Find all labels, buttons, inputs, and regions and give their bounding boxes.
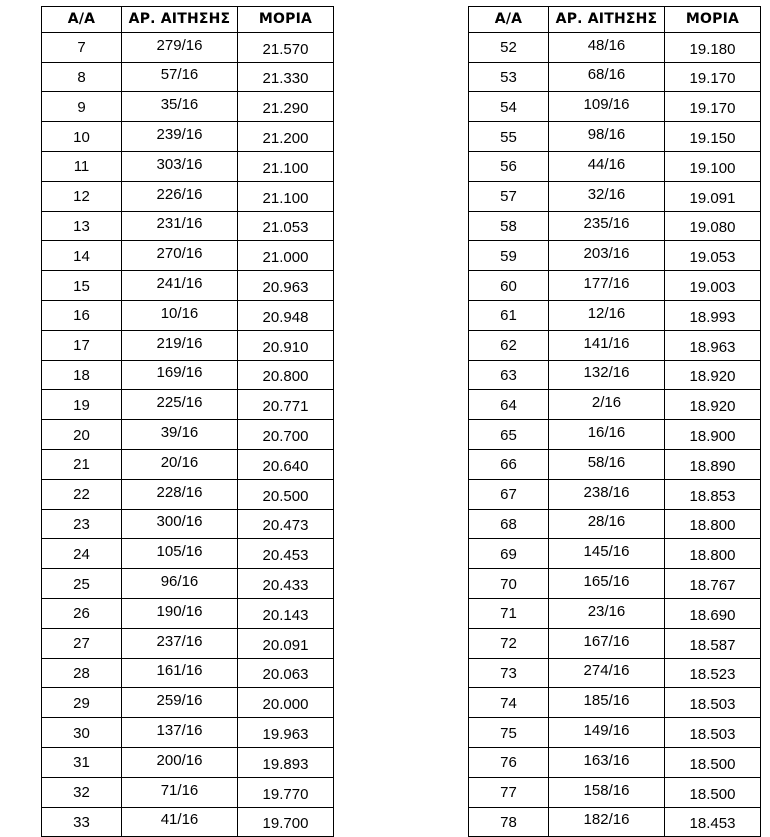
row-index-cell: 70	[469, 569, 549, 599]
row-index-cell: 53	[469, 62, 549, 92]
row-index-cell: 22	[42, 479, 122, 509]
application-number-cell: 190/16	[122, 598, 238, 628]
table-row	[469, 181, 761, 211]
application-number-cell: 145/16	[549, 539, 665, 569]
row-index-cell: 8	[42, 62, 122, 92]
row-index-cell: 73	[469, 658, 549, 688]
application-number-cell: 58/16	[549, 449, 665, 479]
row-index-cell: 75	[469, 718, 549, 748]
row-index-cell: 78	[469, 807, 549, 837]
table-row	[42, 718, 334, 748]
score-cell: 20.948	[238, 300, 334, 330]
score-cell: 18.767	[665, 569, 761, 599]
application-number-cell: 68/16	[549, 62, 665, 92]
table-row	[42, 777, 334, 807]
application-number-cell: 169/16	[122, 360, 238, 390]
row-index-cell: 64	[469, 390, 549, 420]
application-number-cell: 41/16	[122, 807, 238, 837]
application-number-cell: 161/16	[122, 658, 238, 688]
header-application-number: ΑΡ. ΑΙΤΗΣΗΣ	[549, 7, 665, 33]
table-row	[42, 509, 334, 539]
table-row	[42, 271, 334, 301]
row-index-cell: 11	[42, 151, 122, 181]
row-index-cell: 15	[42, 271, 122, 301]
application-number-cell: 28/16	[549, 509, 665, 539]
score-cell: 20.963	[238, 271, 334, 301]
application-number-cell: 228/16	[122, 479, 238, 509]
application-number-cell: 57/16	[122, 62, 238, 92]
row-index-cell: 21	[42, 449, 122, 479]
score-cell: 21.100	[238, 151, 334, 181]
row-index-cell: 60	[469, 271, 549, 301]
application-number-cell: 226/16	[122, 181, 238, 211]
table-row	[42, 360, 334, 390]
ranking-table-right	[468, 6, 761, 837]
application-number-cell: 12/16	[549, 300, 665, 330]
application-number-cell: 96/16	[122, 569, 238, 599]
application-number-cell: 98/16	[549, 122, 665, 152]
score-cell: 20.910	[238, 330, 334, 360]
application-number-cell: 35/16	[122, 92, 238, 122]
row-index-cell: 26	[42, 598, 122, 628]
row-index-cell: 13	[42, 211, 122, 241]
table-row	[469, 807, 761, 837]
table-row	[469, 747, 761, 777]
score-cell: 18.890	[665, 449, 761, 479]
score-cell: 20.771	[238, 390, 334, 420]
table-row	[469, 390, 761, 420]
application-number-cell: 23/16	[549, 598, 665, 628]
table-row	[469, 688, 761, 718]
table-row	[469, 360, 761, 390]
table-row	[42, 628, 334, 658]
score-cell: 19.053	[665, 241, 761, 271]
row-index-cell: 16	[42, 300, 122, 330]
score-cell: 19.893	[238, 747, 334, 777]
header-score: ΜΟΡΙΑ	[665, 7, 761, 33]
row-index-cell: 58	[469, 211, 549, 241]
score-cell: 21.330	[238, 62, 334, 92]
score-cell: 18.500	[665, 777, 761, 807]
score-cell: 18.920	[665, 360, 761, 390]
application-number-cell: 203/16	[549, 241, 665, 271]
score-cell: 18.523	[665, 658, 761, 688]
table-row	[469, 241, 761, 271]
table-row	[469, 539, 761, 569]
table-row	[469, 598, 761, 628]
row-index-cell: 17	[42, 330, 122, 360]
application-number-cell: 141/16	[549, 330, 665, 360]
ranking-table-left	[41, 6, 334, 837]
table-row	[469, 330, 761, 360]
row-index-cell: 24	[42, 539, 122, 569]
score-cell: 20.500	[238, 479, 334, 509]
table-row	[42, 300, 334, 330]
row-index-cell: 18	[42, 360, 122, 390]
row-index-cell: 62	[469, 330, 549, 360]
table-row	[42, 598, 334, 628]
score-cell: 19.080	[665, 211, 761, 241]
row-index-cell: 27	[42, 628, 122, 658]
score-cell: 19.170	[665, 92, 761, 122]
score-cell: 19.170	[665, 62, 761, 92]
application-number-cell: 39/16	[122, 420, 238, 450]
score-cell: 19.180	[665, 32, 761, 62]
row-index-cell: 10	[42, 122, 122, 152]
application-number-cell: 225/16	[122, 390, 238, 420]
score-cell: 19.003	[665, 271, 761, 301]
score-cell: 20.143	[238, 598, 334, 628]
score-cell: 18.920	[665, 390, 761, 420]
header-index: Α/Α	[469, 7, 549, 33]
table-row	[42, 181, 334, 211]
application-number-cell: 167/16	[549, 628, 665, 658]
application-number-cell: 109/16	[549, 92, 665, 122]
row-index-cell: 69	[469, 539, 549, 569]
table-row	[42, 241, 334, 271]
header-application-number: ΑΡ. ΑΙΤΗΣΗΣ	[122, 7, 238, 33]
score-cell: 21.053	[238, 211, 334, 241]
table-row	[469, 718, 761, 748]
table-row	[42, 658, 334, 688]
score-cell: 19.091	[665, 181, 761, 211]
row-index-cell: 7	[42, 32, 122, 62]
application-number-cell: 241/16	[122, 271, 238, 301]
score-cell: 18.993	[665, 300, 761, 330]
row-index-cell: 14	[42, 241, 122, 271]
table-row	[469, 122, 761, 152]
score-cell: 20.433	[238, 569, 334, 599]
application-number-cell: 182/16	[549, 807, 665, 837]
row-index-cell: 33	[42, 807, 122, 837]
score-cell: 18.690	[665, 598, 761, 628]
application-number-cell: 165/16	[549, 569, 665, 599]
table-row	[469, 449, 761, 479]
score-cell: 21.100	[238, 181, 334, 211]
row-index-cell: 77	[469, 777, 549, 807]
application-number-cell: 239/16	[122, 122, 238, 152]
row-index-cell: 59	[469, 241, 549, 271]
application-number-cell: 270/16	[122, 241, 238, 271]
table-row	[469, 62, 761, 92]
table-row	[42, 420, 334, 450]
table-row	[42, 807, 334, 837]
score-cell: 18.503	[665, 718, 761, 748]
score-cell: 18.453	[665, 807, 761, 837]
application-number-cell: 2/16	[549, 390, 665, 420]
application-number-cell: 105/16	[122, 539, 238, 569]
application-number-cell: 132/16	[549, 360, 665, 390]
score-cell: 18.800	[665, 539, 761, 569]
table-row	[469, 32, 761, 62]
score-cell: 20.800	[238, 360, 334, 390]
row-index-cell: 19	[42, 390, 122, 420]
row-index-cell: 65	[469, 420, 549, 450]
row-index-cell: 72	[469, 628, 549, 658]
table-row	[42, 330, 334, 360]
table-row	[469, 658, 761, 688]
table-row	[469, 509, 761, 539]
table-row	[469, 151, 761, 181]
table-row	[42, 449, 334, 479]
table-row	[469, 777, 761, 807]
row-index-cell: 63	[469, 360, 549, 390]
table-row	[469, 211, 761, 241]
table-row	[42, 92, 334, 122]
row-index-cell: 25	[42, 569, 122, 599]
score-cell: 21.000	[238, 241, 334, 271]
table-row	[42, 32, 334, 62]
score-cell: 20.091	[238, 628, 334, 658]
table-row	[42, 122, 334, 152]
score-cell: 18.853	[665, 479, 761, 509]
table-row	[469, 300, 761, 330]
table-row	[42, 747, 334, 777]
row-index-cell: 20	[42, 420, 122, 450]
row-index-cell: 67	[469, 479, 549, 509]
row-index-cell: 74	[469, 688, 549, 718]
score-cell: 19.150	[665, 122, 761, 152]
table-row	[42, 539, 334, 569]
row-index-cell: 30	[42, 718, 122, 748]
application-number-cell: 137/16	[122, 718, 238, 748]
application-number-cell: 158/16	[549, 777, 665, 807]
application-number-cell: 48/16	[549, 32, 665, 62]
row-index-cell: 9	[42, 92, 122, 122]
row-index-cell: 31	[42, 747, 122, 777]
application-number-cell: 16/16	[549, 420, 665, 450]
header-score: ΜΟΡΙΑ	[238, 7, 334, 33]
score-cell: 20.700	[238, 420, 334, 450]
application-number-cell: 32/16	[549, 181, 665, 211]
table-row	[469, 271, 761, 301]
application-number-cell: 219/16	[122, 330, 238, 360]
application-number-cell: 44/16	[549, 151, 665, 181]
score-cell: 19.963	[238, 718, 334, 748]
score-cell: 19.770	[238, 777, 334, 807]
table-row	[42, 688, 334, 718]
table-row	[42, 479, 334, 509]
application-number-cell: 10/16	[122, 300, 238, 330]
header-index: Α/Α	[42, 7, 122, 33]
score-cell: 19.700	[238, 807, 334, 837]
application-number-cell: 279/16	[122, 32, 238, 62]
row-index-cell: 57	[469, 181, 549, 211]
application-number-cell: 200/16	[122, 747, 238, 777]
score-cell: 21.570	[238, 32, 334, 62]
application-number-cell: 259/16	[122, 688, 238, 718]
application-number-cell: 303/16	[122, 151, 238, 181]
application-number-cell: 185/16	[549, 688, 665, 718]
row-index-cell: 55	[469, 122, 549, 152]
table-header-row	[42, 7, 334, 33]
score-cell: 18.963	[665, 330, 761, 360]
table-row	[42, 569, 334, 599]
application-number-cell: 235/16	[549, 211, 665, 241]
table-row	[42, 390, 334, 420]
score-cell: 18.500	[665, 747, 761, 777]
score-cell: 21.200	[238, 122, 334, 152]
application-number-cell: 177/16	[549, 271, 665, 301]
application-number-cell: 20/16	[122, 449, 238, 479]
table-row	[469, 628, 761, 658]
application-number-cell: 238/16	[549, 479, 665, 509]
score-cell: 18.503	[665, 688, 761, 718]
application-number-cell: 237/16	[122, 628, 238, 658]
application-number-cell: 274/16	[549, 658, 665, 688]
row-index-cell: 32	[42, 777, 122, 807]
row-index-cell: 29	[42, 688, 122, 718]
score-cell: 20.640	[238, 449, 334, 479]
row-index-cell: 66	[469, 449, 549, 479]
application-number-cell: 149/16	[549, 718, 665, 748]
row-index-cell: 52	[469, 32, 549, 62]
table-body-left	[42, 32, 334, 837]
application-number-cell: 231/16	[122, 211, 238, 241]
row-index-cell: 23	[42, 509, 122, 539]
score-cell: 20.453	[238, 539, 334, 569]
table-row	[42, 211, 334, 241]
row-index-cell: 68	[469, 509, 549, 539]
application-number-cell: 71/16	[122, 777, 238, 807]
score-cell: 18.800	[665, 509, 761, 539]
score-cell: 20.063	[238, 658, 334, 688]
score-cell: 18.900	[665, 420, 761, 450]
row-index-cell: 71	[469, 598, 549, 628]
table-header-row	[469, 7, 761, 33]
row-index-cell: 56	[469, 151, 549, 181]
score-cell: 20.473	[238, 509, 334, 539]
table-row	[469, 92, 761, 122]
row-index-cell: 76	[469, 747, 549, 777]
score-cell: 21.290	[238, 92, 334, 122]
table-row	[469, 420, 761, 450]
row-index-cell: 54	[469, 92, 549, 122]
table-row	[469, 569, 761, 599]
row-index-cell: 28	[42, 658, 122, 688]
application-number-cell: 163/16	[549, 747, 665, 777]
row-index-cell: 12	[42, 181, 122, 211]
table-row	[42, 151, 334, 181]
row-index-cell: 61	[469, 300, 549, 330]
score-cell: 19.100	[665, 151, 761, 181]
table-row	[469, 479, 761, 509]
score-cell: 20.000	[238, 688, 334, 718]
score-cell: 18.587	[665, 628, 761, 658]
table-body-right	[469, 32, 761, 837]
application-number-cell: 300/16	[122, 509, 238, 539]
table-row	[42, 62, 334, 92]
